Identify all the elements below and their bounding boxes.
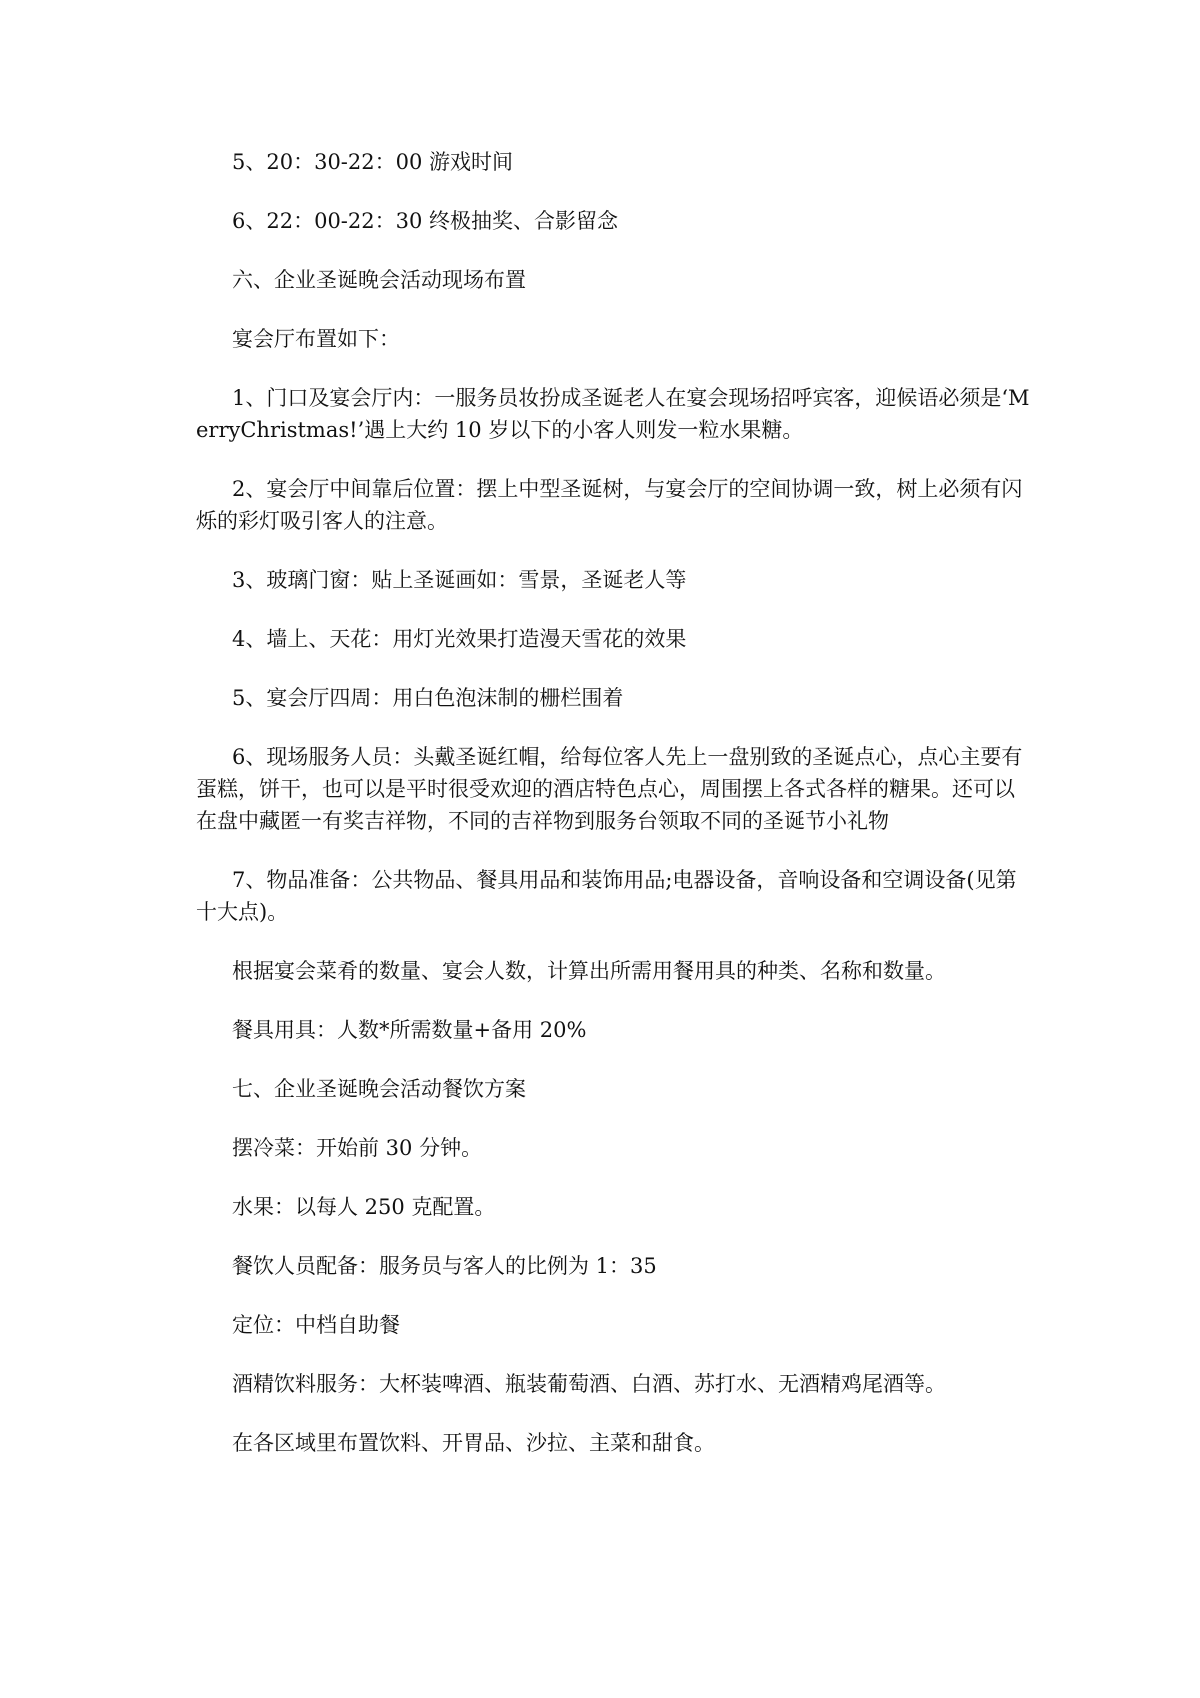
- paragraph-17: 餐饮人员配备：服务员与客人的比例为 1：35: [232, 1254, 657, 1278]
- paragraph-18: 定位：中档自助餐: [232, 1313, 400, 1337]
- section-heading-six: 六、企业圣诞晚会活动现场布置: [232, 268, 526, 292]
- paragraph-8: 4、墙上、天花：用灯光效果打造漫天雪花的效果: [232, 627, 687, 651]
- paragraph-12: 根据宴会菜肴的数量、宴会人数，计算出所需用餐用具的种类、名称和数量。: [232, 959, 946, 983]
- paragraph-20: 在各区域里布置饮料、开胃品、沙拉、主菜和甜食。: [232, 1431, 715, 1455]
- paragraph-6: 2、宴会厅中间靠后位置：摆上中型圣诞树，与宴会厅的空间协调一致，树上必须有闪烁的彩灯吸引客人的注意。: [196, 477, 1023, 533]
- paragraph-9: 5、宴会厅四周：用白色泡沫制的栅栏围着: [232, 686, 624, 710]
- paragraph-16: 水果：以每人 250 克配置。: [232, 1195, 496, 1219]
- document-body: [196, 146, 1032, 1486]
- paragraph-15: 摆冷菜：开始前 30 分钟。: [232, 1136, 483, 1160]
- paragraph-11: 7、物品准备：公共物品、餐具用品和装饰用品;电器设备，音响设备和空调设备(见第十大点)。: [196, 868, 1017, 924]
- paragraph-19: 酒精饮料服务：大杯装啤酒、瓶装葡萄酒、白酒、苏打水、无酒精鸡尾酒等。: [232, 1372, 946, 1396]
- paragraph-7: 3、玻璃门窗：贴上圣诞画如：雪景，圣诞老人等: [232, 568, 687, 592]
- section-heading-seven: 七、企业圣诞晚会活动餐饮方案: [232, 1077, 526, 1101]
- paragraph-10: 6、现场服务人员：头戴圣诞红帽，给每位客人先上一盘别致的圣诞点心，点心主要有蛋糕，饼干，也可以是平时很受欢迎的酒店特色点心，周围摆上各式各样的糖果。还可以在盘中藏匿一有奖吉祥物，不同的吉祥物到服务台领取不同的圣诞节小礼物: [196, 745, 1023, 833]
- paragraph-1: 5、20：30-22：00 游戏时间: [232, 150, 514, 174]
- paragraph-4: 宴会厅布置如下：: [232, 327, 400, 351]
- paragraph-2: 6、22：00-22：30 终极抽奖、合影留念: [232, 209, 619, 233]
- paragraph-13: 餐具用具：人数*所需数量+备用 20%: [232, 1018, 587, 1042]
- paragraph-5: 1、门口及宴会厅内：一服务员妆扮成圣诞老人在宴会现场招呼宾客，迎候语必须是‘MerryChristmas!’遇上大约 10 岁以下的小客人则发一粒水果糖。: [196, 386, 1030, 442]
